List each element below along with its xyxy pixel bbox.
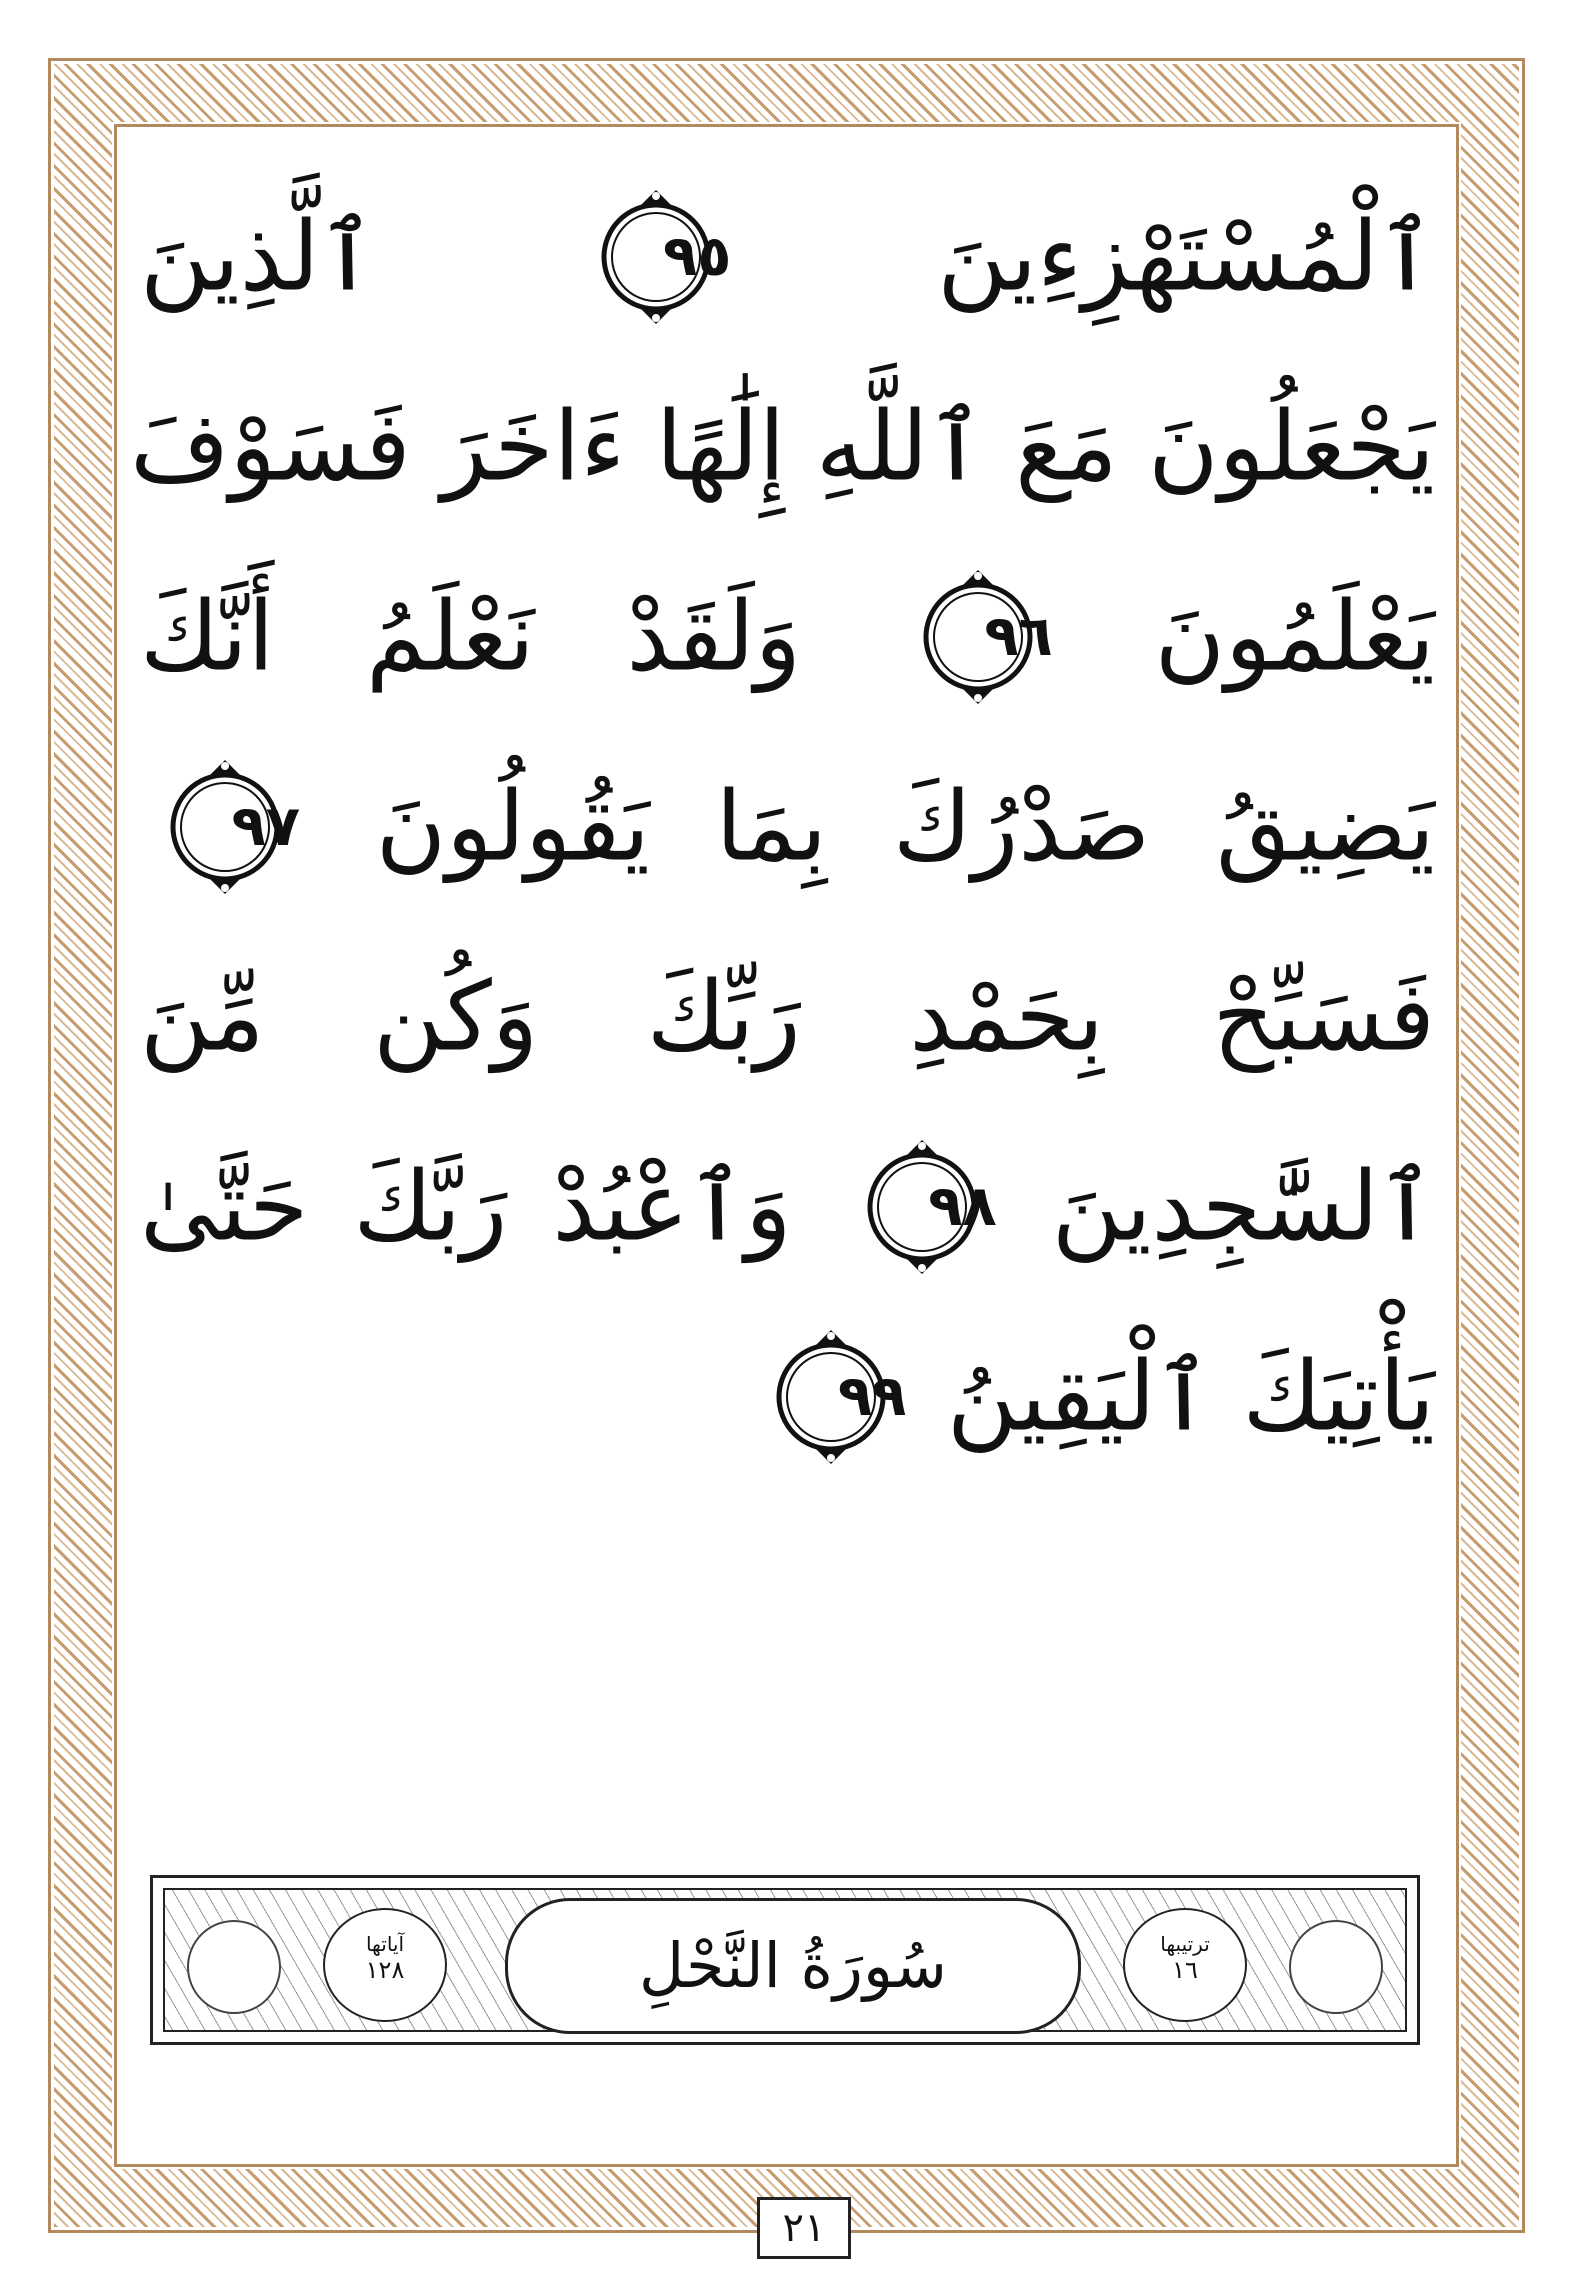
verse-text: ٱلَّذِينَ — [140, 200, 376, 313]
verse-number: ٩٨ — [928, 1173, 997, 1239]
verse-number: ٩٦ — [984, 603, 1053, 669]
verse-number: ٩٩ — [837, 1363, 907, 1429]
surah-order-medallion — [1123, 1908, 1247, 2022]
verse-line-5 — [140, 930, 1435, 1090]
page-number: ٢١ — [782, 2205, 826, 2251]
verse-text: يَجْعَلُونَ مَعَ ٱللَّهِ إِلَٰهًا ءَاخَرَ فَسَوْفَ — [130, 390, 1435, 503]
verse-number-marker — [847, 1132, 997, 1282]
verse-line-1 — [140, 170, 1435, 330]
verse-line-7 — [140, 1310, 1435, 1470]
page-number-box — [757, 2197, 851, 2259]
verse-number-marker — [150, 752, 300, 902]
order-label: ترتيبها — [1160, 1932, 1210, 1956]
surah-header-banner — [150, 1875, 1420, 2045]
verse-number-marker — [903, 562, 1053, 712]
verse-line-6 — [140, 1120, 1435, 1280]
surah-name: سُورَةُ النَّحْلِ — [639, 1929, 947, 2002]
ayat-count-medallion — [323, 1908, 447, 2022]
verse-text: فَسَبِّحْ بِحَمْدِ رَبِّكَ وَكُن مِّنَ — [140, 960, 1435, 1073]
ayat-label: آياتها — [365, 1932, 405, 1956]
ayat-value: ١٢٨ — [365, 1956, 405, 1984]
verse-line-3 — [140, 550, 1435, 710]
surah-name-cartouche — [505, 1898, 1081, 2034]
verse-number-marker — [756, 1322, 906, 1472]
verse-text: وَٱعْبُدْ رَبَّكَ حَتَّىٰ — [140, 1150, 792, 1263]
verse-number-marker — [581, 182, 731, 332]
knot-ornament-icon — [187, 1920, 281, 2014]
verse-number: ٩٧ — [231, 793, 300, 859]
verse-text: يَعْلَمُونَ — [1154, 580, 1436, 693]
verse-text: ٱلْمُسْتَهْزِءِينَ — [937, 200, 1436, 313]
banner-pattern — [163, 1888, 1407, 2032]
verse-text: يَأْتِيَكَ ٱلْيَقِينُ — [946, 1340, 1435, 1453]
verse-text: ٱلسَّٰجِدِينَ — [1051, 1150, 1436, 1263]
verse-number: ٩٥ — [663, 223, 732, 289]
order-value: ١٦ — [1172, 1956, 1198, 1984]
verse-line-2 — [130, 360, 1435, 520]
verse-text: وَلَقَدْ نَعْلَمُ أَنَّكَ — [140, 580, 802, 693]
verse-line-4 — [140, 740, 1435, 900]
verse-text: يَضِيقُ صَدْرُكَ بِمَا يَقُولُونَ — [375, 770, 1436, 883]
knot-ornament-icon — [1289, 1920, 1383, 2014]
